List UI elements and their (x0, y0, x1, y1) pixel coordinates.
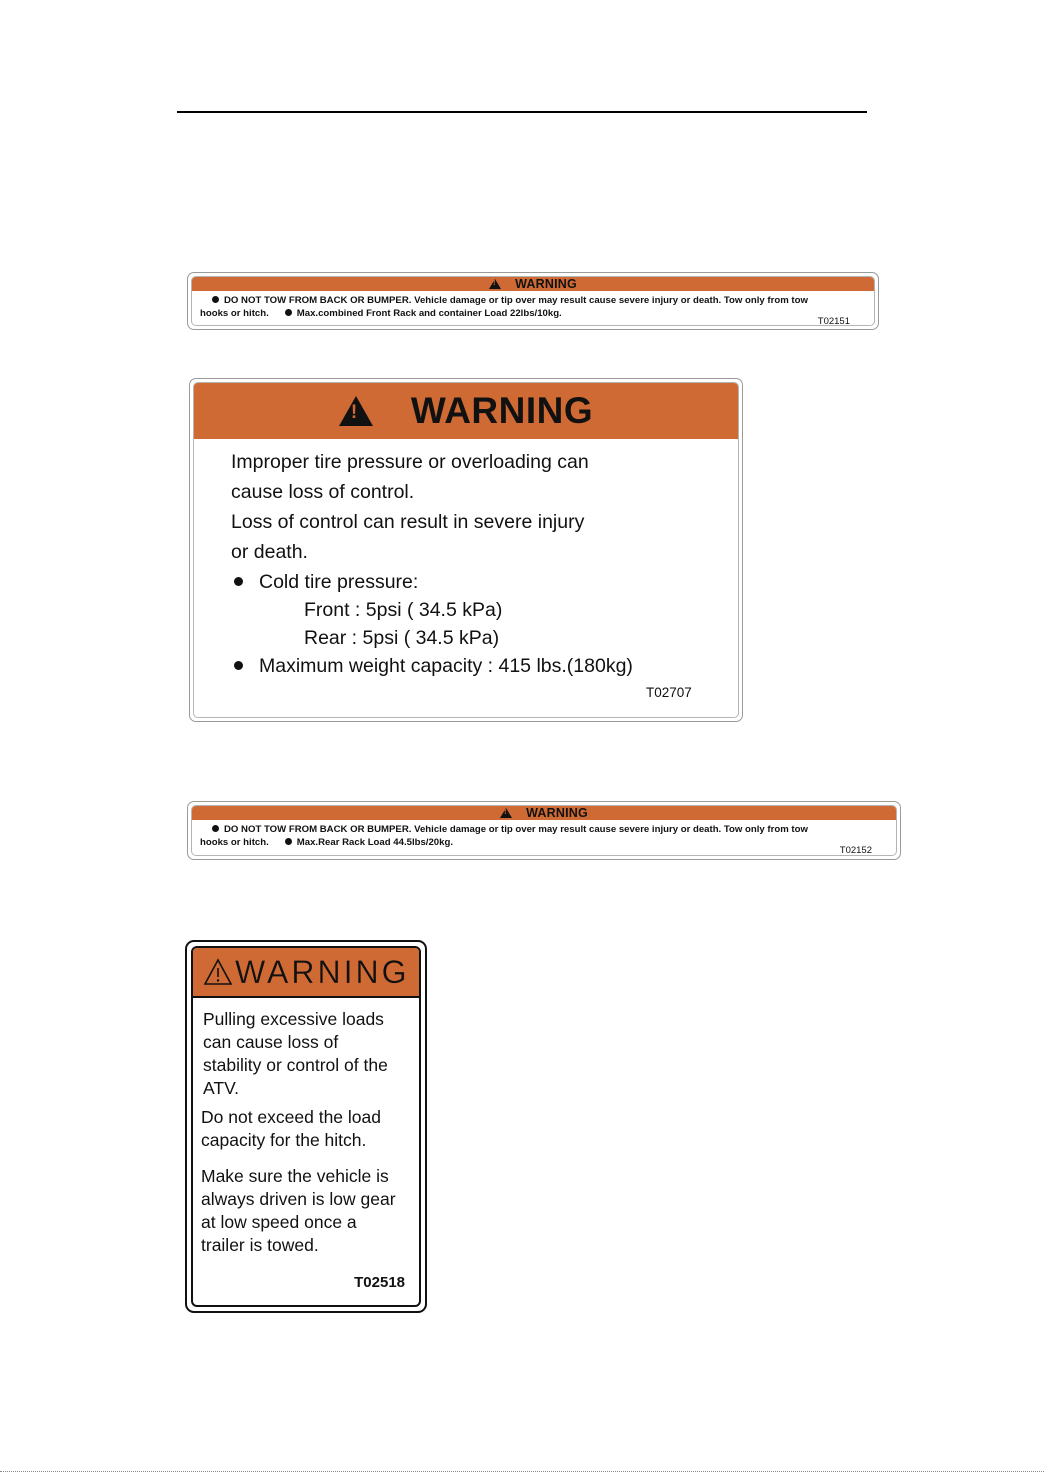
warning-band (192, 806, 896, 820)
warning-triangle-icon (203, 958, 233, 986)
bullet-icon (285, 838, 292, 845)
label-text: Max.combined Front Rack and container Load 22lbs/10kg. (296, 307, 562, 319)
warning-label-hitch (185, 940, 427, 1313)
paragraph-3 (201, 1165, 396, 1257)
warning-text: cause loss of control. (231, 481, 415, 503)
bullet-line (232, 571, 418, 594)
warning-text: Maximum weight capacity : 415 lbs.(180kg) (259, 655, 633, 677)
bullet-icon (212, 296, 219, 303)
bullet-icon (234, 661, 243, 670)
pressure-front: Front : 5psi ( 34.5 kPa) (304, 599, 503, 621)
text-line: ATV. (203, 1078, 239, 1098)
paragraph-2 (201, 1106, 381, 1152)
text-line: always driven is low gear (201, 1189, 396, 1209)
label-inner-border (191, 276, 875, 326)
warning-title: WARNING (235, 953, 410, 990)
label-text: hooks or hitch. (200, 307, 269, 319)
warning-triangle-icon (489, 279, 501, 289)
label-text: DO NOT TOW FROM BACK OR BUMPER. Vehicle damage or tip over may result cause severe injury or death. Tow only from tow (224, 824, 808, 835)
label-code: T02707 (646, 685, 692, 700)
warning-band (193, 948, 419, 998)
pressure-rear: Rear : 5psi ( 34.5 kPa) (304, 627, 500, 649)
text-line: can cause loss of (203, 1032, 339, 1052)
label-body (192, 820, 896, 856)
label-text: hooks or hitch. (200, 836, 269, 848)
label-text: Max.Rear Rack Load 44.5lbs/20kg. (296, 836, 454, 848)
text-line: at low speed once a (201, 1212, 357, 1232)
warning-title: WARNING (410, 390, 594, 431)
label-code: T02152 (839, 844, 872, 856)
warning-label-rear-rack (187, 801, 901, 860)
header-rule (177, 111, 867, 113)
label-line (212, 295, 866, 308)
text-line: stability or control of the (203, 1055, 388, 1075)
text-line: capacity for the hitch. (201, 1130, 367, 1150)
label-inner-border (191, 805, 897, 856)
paragraph-1 (203, 1008, 388, 1100)
warning-label-front-rack (187, 272, 879, 330)
label-inner-border (191, 946, 421, 1307)
label-text: DO NOT TOW FROM BACK OR BUMPER. Vehicle damage or tip over may result cause severe injury or death. Tow only from tow (224, 295, 808, 306)
bullet-icon (285, 309, 292, 316)
text-line: Pulling excessive loads (203, 1009, 384, 1029)
warning-title: WARNING (526, 806, 588, 820)
bullet-line (232, 655, 633, 678)
warning-title: WARNING (515, 277, 577, 291)
label-line (200, 837, 888, 850)
warning-triangle-icon (500, 808, 512, 818)
warning-text: Loss of control can result in severe injury (231, 511, 585, 533)
label-line (200, 308, 866, 321)
warning-triangle-icon (339, 396, 373, 426)
warning-band (194, 383, 738, 439)
bullet-icon (234, 577, 243, 586)
text-line: Make sure the vehicle is (201, 1166, 389, 1186)
footer-rule (0, 1471, 1044, 1472)
label-code: T02151 (817, 315, 850, 326)
label-inner-border (193, 382, 739, 718)
label-code: T02518 (354, 1274, 405, 1291)
label-body (192, 291, 874, 326)
warning-text: Improper tire pressure or overloading can (231, 451, 589, 473)
warning-band (192, 277, 874, 291)
text-line: Do not exceed the load (201, 1107, 381, 1127)
warning-text: or death. (231, 541, 308, 563)
text-line: trailer is towed. (201, 1235, 319, 1255)
label-line (212, 824, 888, 837)
bullet-icon (212, 825, 219, 832)
warning-label-tire-pressure (189, 378, 743, 722)
warning-text: Cold tire pressure: (259, 571, 419, 593)
